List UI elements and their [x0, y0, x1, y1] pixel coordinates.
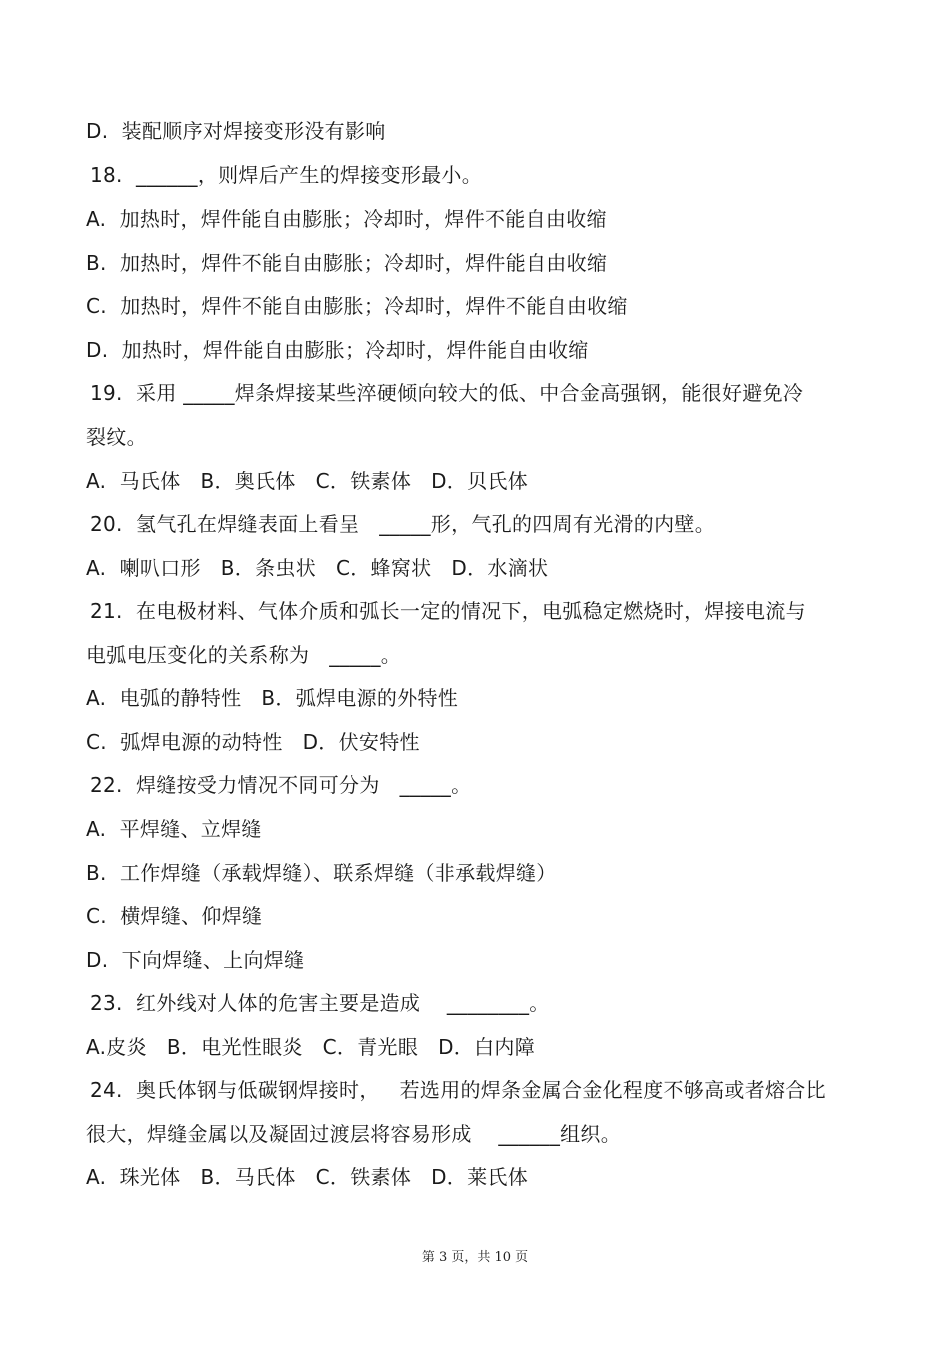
options-21-ab: A. 电弧的静特性 B．弧焊电源的外特性	[86, 686, 459, 710]
question-21: 21. 在电极材料、气体介质和弧长一定的情况下，电弧稳定燃烧时，焊接电流与	[90, 599, 806, 623]
question-18: 18. ______，则焊后产生的焊接变形最小。	[90, 163, 483, 187]
page-footer: 第 3 页，共 10 页	[421, 1250, 529, 1265]
question-20: 20. 氢气孔在焊缝表面上看呈 _____形，气孔的四周有光滑的内壁。	[90, 512, 715, 536]
question-24: 24. 奥氏体钢与低碳钢焊接时， 若选用的焊条金属合金化程度不够高或者熔合比	[90, 1078, 826, 1102]
question-22: 22. 焊缝按受力情况不同可分为 _____。	[90, 773, 472, 797]
option-18a: A. 加热时，焊件能自由膨胀；冷却时，焊件不能自由收缩	[86, 207, 607, 231]
options-23: A.皮炎 B．电光性眼炎 C．青光眼 D．白内障	[86, 1035, 535, 1059]
question-19-cont: 裂纹。	[86, 425, 147, 449]
question-19: 19. 采用 _____焊条焊接某些淬硬倾向较大的低、中合金高强钢，能很好避免冷	[90, 381, 804, 405]
option-17d: D. 装配顺序对焊接变形没有影响	[86, 119, 386, 143]
options-24: A. 珠光体 B．马氏体 C．铁素体 D．莱氏体	[86, 1165, 529, 1189]
question-21-cont: 电弧电压变化的关系称为 _____。	[86, 643, 402, 667]
question-24-cont: 很大，焊缝金属以及凝固过渡层将容易形成 ______组织。	[86, 1122, 622, 1146]
option-22b: B. 工作焊缝（承载焊缝）、联系焊缝（非承载焊缝）	[86, 861, 557, 885]
option-18b: B. 加热时，焊件不能自由膨胀；冷却时，焊件能自由收缩	[86, 251, 608, 275]
options-20: A. 喇叭口形 B．条虫状 C．蜂窝状 D．水滴状	[86, 556, 549, 580]
options-19: A. 马氏体 B．奥氏体 C．铁素体 D．贝氏体	[86, 469, 529, 493]
option-18c: C. 加热时，焊件不能自由膨胀；冷却时，焊件不能自由收缩	[86, 294, 628, 318]
question-23: 23. 红外线对人体的危害主要是造成 ________。	[90, 991, 550, 1015]
options-21-cd: C. 弧焊电源的动特性 D．伏安特性	[86, 730, 420, 754]
option-22c: C. 横焊缝、仰焊缝	[86, 904, 263, 928]
option-18d: D. 加热时，焊件能自由膨胀；冷却时，焊件能自由收缩	[86, 338, 589, 362]
option-22d: D. 下向焊缝、上向焊缝	[86, 948, 305, 972]
option-22a: A. 平焊缝、立焊缝	[86, 817, 262, 841]
